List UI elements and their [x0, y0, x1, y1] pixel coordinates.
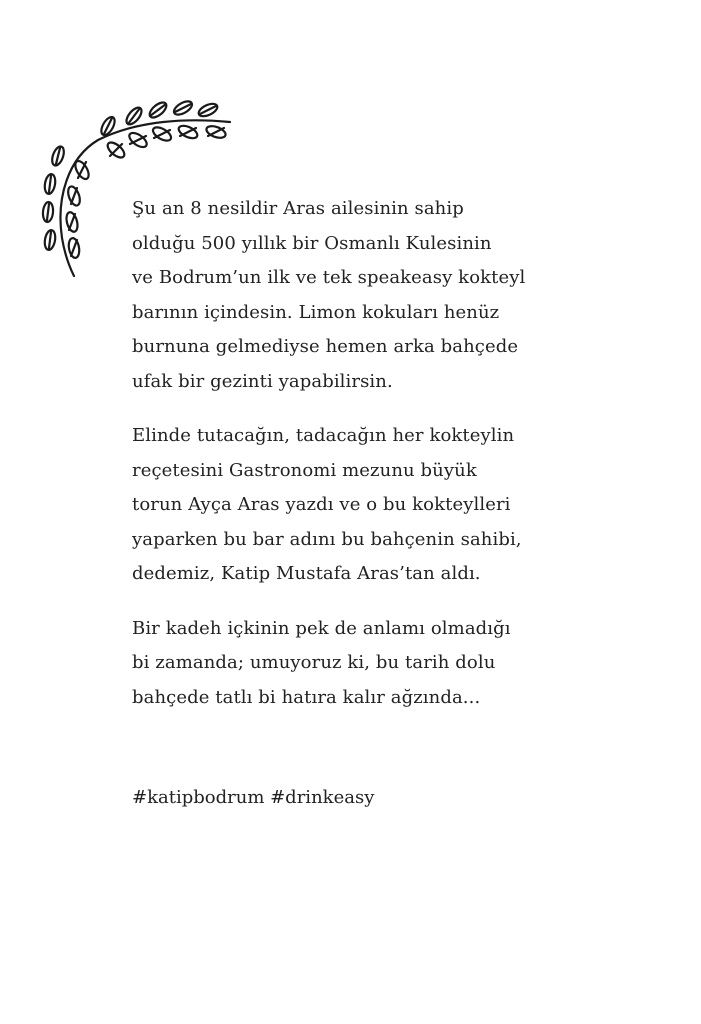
body-text [132, 192, 672, 735]
paragraph-3 [132, 612, 672, 716]
text-line: dedemiz, Katip Mustafa Aras’tan aldı. [132, 563, 481, 584]
text-line: barının içindesin. Limon kokuları henüz [132, 301, 500, 323]
text-line: Şu an 8 nesildir Aras ailesinin sahip [132, 198, 464, 219]
text-line: bahçede tatlı bi hatıra kalır ağzında... [132, 686, 481, 708]
text-line: ve Bodrum’un ilk ve tek speakeasy kokteyl [132, 267, 526, 288]
text-line: Bir kadeh içkinin pek de anlamı olmadığı [132, 617, 511, 639]
hashtags: #katipbodrum #drinkeasy [132, 787, 375, 808]
text-line: bi zamanda; umuyoruz ki, bu tarih dolu [132, 652, 496, 673]
text-line: Elinde tutacağın, tadacağın her kokteylin [132, 425, 515, 446]
paragraph-2 [132, 419, 672, 592]
text-line: torun Ayça Aras yazdı ve o bu kokteylleri [132, 494, 511, 515]
text-line: ufak bir gezinti yapabilirsin. [132, 370, 393, 392]
text-line: olduğu 500 yıllık bir Osmanlı Kulesinin [132, 232, 492, 254]
paragraph-1 [132, 192, 672, 399]
text-line: reçetesini Gastronomi mezunu büyük [132, 459, 477, 481]
text-line: yaparken bu bar adını bu bahçenin sahibi, [132, 528, 522, 550]
text-line: burnuna gelmediyse hemen arka bahçede [132, 336, 519, 357]
